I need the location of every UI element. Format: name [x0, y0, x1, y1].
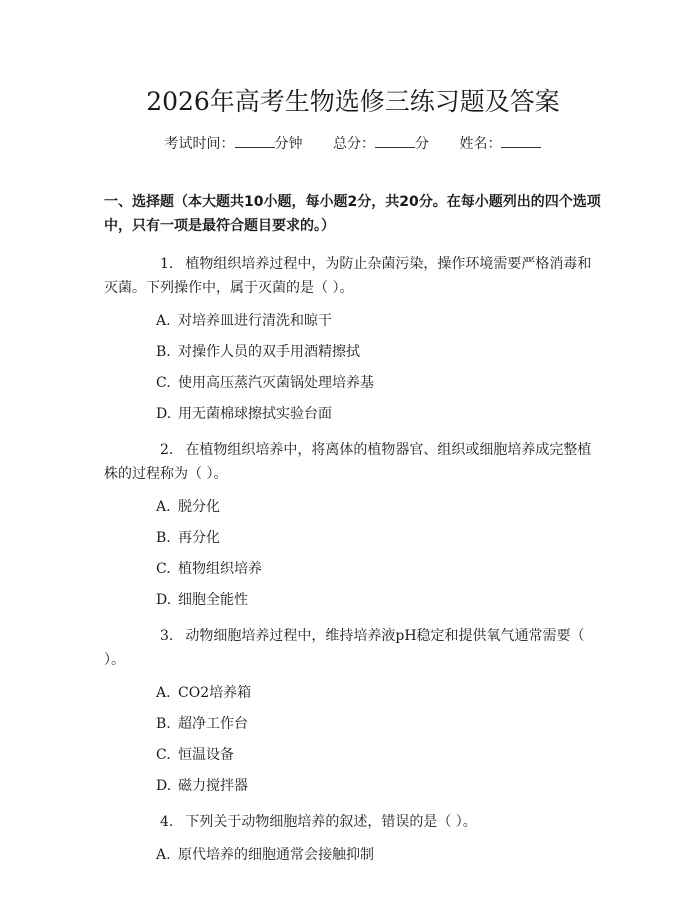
- question-1: [104, 252, 602, 424]
- question-number: 1.: [160, 256, 174, 272]
- exam-time-blank: [235, 134, 275, 148]
- option-text: 再分化: [178, 530, 220, 546]
- option-d: [104, 404, 602, 424]
- option-b: [104, 714, 602, 734]
- option-letter: C.: [156, 375, 171, 391]
- question-4: [104, 810, 602, 865]
- option-c: [104, 745, 602, 765]
- question-stem: [104, 810, 602, 834]
- option-letter: A.: [156, 685, 171, 701]
- exam-meta-line: [104, 134, 602, 154]
- option-c: [104, 559, 602, 579]
- total-score-field: [333, 134, 429, 154]
- question-number: 2.: [160, 442, 174, 458]
- exam-time-field: [165, 134, 303, 154]
- question-text: 动物细胞培养过程中，维持培养液pH稳定和提供氧气通常需要（ ）。: [104, 628, 585, 668]
- option-letter: C.: [156, 561, 171, 577]
- student-name-label: 姓名：: [459, 136, 502, 152]
- question-text: 下列关于动物细胞培养的叙述，错误的是（ ）。: [185, 814, 477, 830]
- option-list: [104, 311, 602, 424]
- option-list: [104, 683, 602, 796]
- question-stem: [104, 624, 602, 672]
- option-text: 细胞全能性: [178, 592, 248, 608]
- option-letter: D.: [156, 592, 172, 608]
- section-heading: 一、选择题（本大题共10小题，每小题2分，共20分。在每小题列出的四个选项中，只有一项是最符合题目要求的。）: [104, 194, 601, 234]
- option-letter: A.: [156, 847, 171, 863]
- option-letter: D.: [156, 778, 172, 794]
- option-text: 恒温设备: [178, 747, 234, 763]
- option-letter: A.: [156, 499, 171, 515]
- student-name-blank: [501, 134, 541, 148]
- question-number: 3.: [160, 628, 174, 644]
- option-letter: A.: [156, 313, 171, 329]
- total-score-blank: [375, 134, 415, 148]
- exam-time-label: 考试时间：: [164, 136, 235, 152]
- option-letter: C.: [156, 747, 171, 763]
- question-stem: [104, 438, 602, 486]
- student-name-field: [459, 134, 541, 154]
- question-text: 植物组织培养过程中，为防止杂菌污染，操作环境需要严格消毒和灭菌。下列操作中，属于灭菌的是（ ）。: [104, 256, 592, 296]
- option-text: 用无菌棉球擦拭实验台面: [178, 406, 332, 422]
- option-a: [104, 497, 602, 517]
- question-2: [104, 438, 602, 610]
- option-text: 对培养皿进行清洗和晾干: [178, 313, 332, 329]
- exam-time-unit: 分钟: [274, 136, 303, 152]
- option-a: [104, 683, 602, 703]
- option-d: [104, 776, 602, 796]
- total-score-label: 总分：: [333, 136, 375, 152]
- option-a: [104, 845, 602, 865]
- option-text: 植物组织培养: [178, 561, 262, 577]
- option-text: 对操作人员的双手用酒精擦拭: [178, 344, 360, 360]
- option-text: 原代培养的细胞通常会接触抑制: [178, 847, 374, 863]
- option-letter: B.: [156, 530, 171, 546]
- option-text: 使用高压蒸汽灭菌锅处理培养基: [178, 375, 374, 391]
- page-title: 2026年高考生物选修三练习题及答案: [146, 87, 560, 116]
- option-b: [104, 528, 602, 548]
- option-text: 脱分化: [178, 499, 220, 515]
- option-list: [104, 845, 602, 865]
- option-letter: B.: [156, 716, 171, 732]
- option-c: [104, 373, 602, 393]
- option-text: 磁力搅拌器: [178, 778, 248, 794]
- option-d: [104, 590, 602, 610]
- question-number: 4.: [160, 814, 174, 830]
- option-list: [104, 497, 602, 610]
- option-text: 超净工作台: [178, 716, 248, 732]
- question-stem: [104, 252, 602, 300]
- option-letter: D.: [156, 406, 172, 422]
- question-text: 在植物组织培养中，将离体的植物器官、组织或细胞培养成完整植株的过程称为（ ）。: [104, 442, 592, 482]
- question-3: [104, 624, 602, 796]
- option-b: [104, 342, 602, 362]
- option-text: CO2培养箱: [178, 685, 252, 701]
- total-score-unit: 分: [415, 136, 429, 152]
- option-a: [104, 311, 602, 331]
- option-letter: B.: [156, 344, 171, 360]
